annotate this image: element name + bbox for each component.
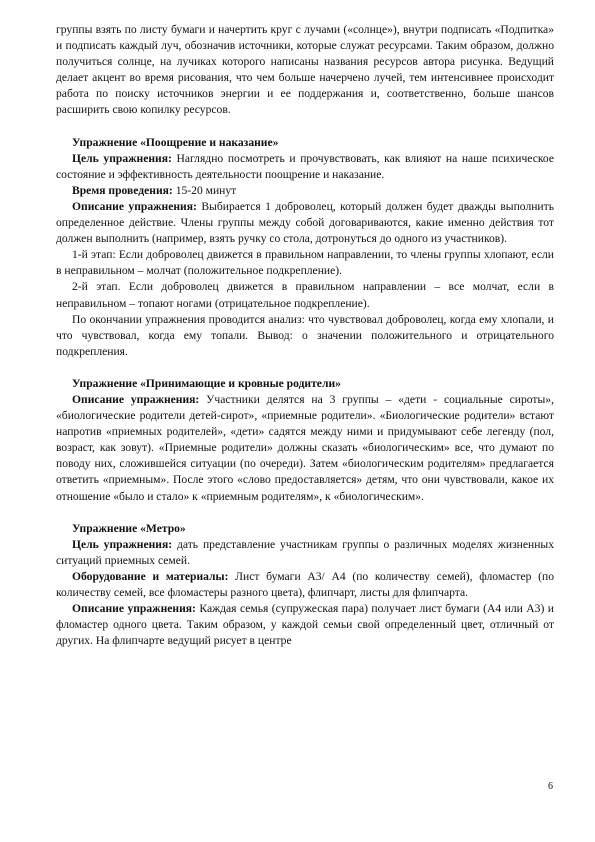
time-label: Время проведения: [72, 183, 173, 197]
equipment-label: Оборудование и материалы: [72, 569, 229, 583]
stage-1-paragraph: 1-й этап: Если доброволец движется в правильном направлении, то члены группы хлопают, если в неправильном – молчат (положительное подкрепление). [56, 248, 554, 278]
exercise-description [56, 199, 554, 247]
exercise-title-parents: Упражнение «Принимающие и кровные родители» [72, 376, 341, 390]
description-text: Участники делятся на 3 группы – «дети - социальные сироты», «биологические родители детей-сирот», «приемные родители». «Биологические родители» встают напротив «приемных родителей», «дети» садятся между ними и придумывают себе легенду (пол, возраст, как зовут). «Приемные родители» должны сказать «биологическим» все, что думают по поводу них, сложившейся ситуации (по очереди). Затем «биологическим родителям» предлагается ответить «приемным». После этого «слово предоставляется» детям, что они чувствовали, какое их отношение «было и стало» к «приемным родителям», к «биологическим». [56, 392, 554, 503]
description-label: Описание упражнения: [72, 392, 200, 406]
exercise-goal [56, 151, 554, 183]
stage-2-paragraph: 2-й этап. Если доброволец движется в правильном направлении – все молчат, если в неправильном – топают ногами (отрицательное подкрепление). [56, 280, 554, 310]
equipment-text: Лист бумаги А3/ А4 (по количеству семей), фломастер (по количеству семей, все фломастеры разного цвета), флипчарт, листы для флипчарта. [56, 569, 554, 599]
goal-label: Цель упражнения: [72, 151, 172, 165]
exercise-title-encouragement: Упражнение «Поощрение и наказание» [72, 135, 279, 149]
page-content [56, 22, 554, 649]
description-text: Выбирается 1 доброволец, который должен будет дважды выполнить определенное действие. Члены группы между собой договариваются, какие именно действия тот должен выполнить (например, взять ручку со стола, дотронуться до одного из участников). [56, 199, 554, 246]
exercise-equipment [56, 569, 554, 601]
exercise-description [56, 392, 554, 505]
time-text: 15-20 минут [172, 183, 237, 197]
goal-label: Цель упражнения: [72, 537, 173, 551]
description-label: Описание упражнения: [72, 199, 197, 213]
exercise-time [56, 183, 554, 199]
intro-paragraph: группы взять по листу бумаги и начертить круг с лучами («солнце»), внутри подписать «Подпитка» и подписать каждый луч, обозначив источники, которые служат ресурсами. Таким образом, должно получиться солнце, на лучиках которого написаны названия ресурсов автора рисунка. Ведущий делает акцент во время рисования, что чем больше начерчено лучей, тем интенсивнее происходит работа по поиску источников энергии и ее поддержания и, соответственно, больше шансов расширить свою копилку ресурсов. [56, 23, 554, 117]
goal-text: дать представление участникам группы о различных моделях жизненных ситуаций приемных семей. [56, 537, 554, 567]
conclusion-paragraph: По окончании упражнения проводится анализ: что чувствовал доброволец, когда ему хлопали, и что чувствовал, когда ему топали. Вывод: о значении положительного и отрицательного подкрепления. [56, 312, 554, 358]
exercise-title-metro: Упражнение «Метро» [72, 521, 186, 535]
exercise-goal [56, 537, 554, 569]
page-number: 6 [548, 781, 553, 792]
goal-text: Наглядно посмотреть и прочувствовать, как влияют на наше психическое состояние и эффективность деятельности поощрение и наказание. [56, 151, 554, 181]
exercise-description [56, 601, 554, 649]
description-label: Описание упражнения: [72, 602, 196, 616]
description-text: Каждая семья (супружеская пара) получает лист бумаги (А4 или А3) и фломастер одного цвета. Таким образом, у каждой семьи свой определенный цвет, отличный от других. На флипчарте ведущий рисует в центре [56, 602, 554, 648]
